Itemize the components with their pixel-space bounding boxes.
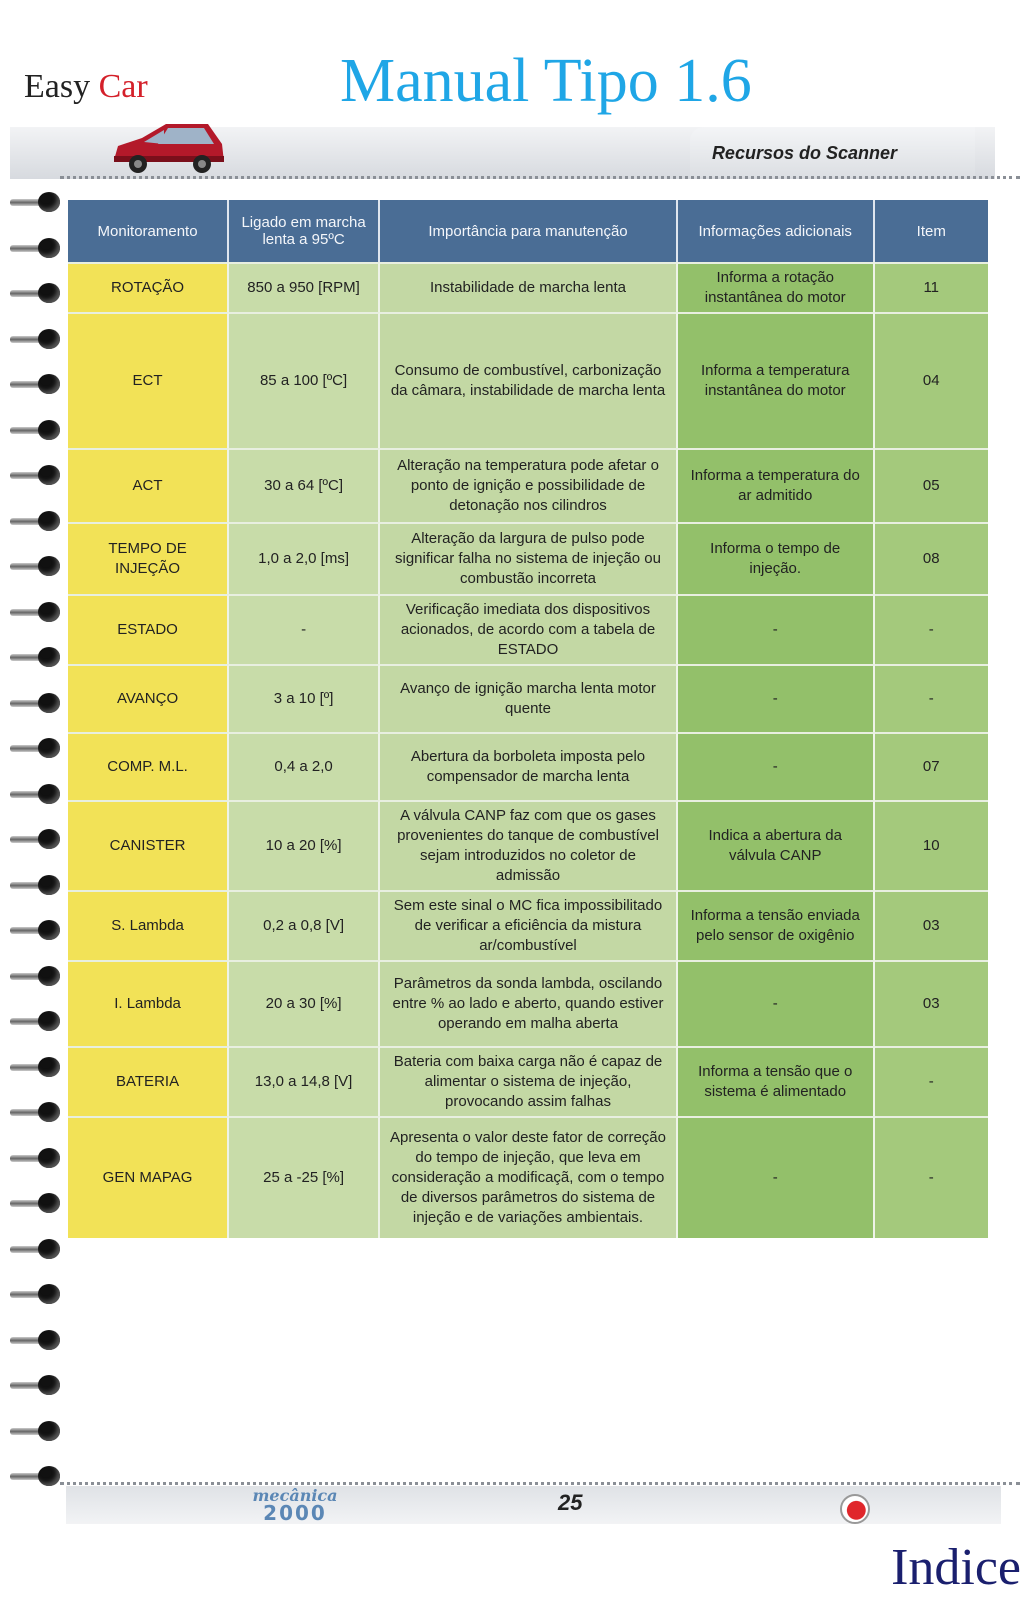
spiral-ring [10,1237,62,1261]
cell-monitor: TEMPO DE INJEÇÃO [68,522,229,594]
cell-value: 30 a 64 [ºC] [229,448,380,522]
cell-item: 07 [875,732,989,800]
indice-link[interactable]: Indice [891,1539,1021,1596]
header-monitoramento: Monitoramento [68,200,229,262]
cell-info: Indica a abertura da válvula CANP [678,800,875,890]
cell-monitor: BATERIA [68,1046,229,1116]
cell-importance: Instabilidade de marcha lenta [380,262,678,312]
spiral-ring [10,1100,62,1124]
cell-importance: Abertura da borboleta imposta pelo compensador de marcha lenta [380,732,678,800]
spiral-ring [10,190,62,214]
cell-value: 85 a 100 [ºC] [229,312,380,448]
red-circle-icon [840,1494,870,1524]
cell-importance: Parâmetros da sonda lambda, oscilando entre % ao lado e aberto, quando estiver operando em malha aberta [380,960,678,1046]
cell-info: - [678,1116,875,1238]
cell-item: - [875,664,989,732]
cell-info: Informa a tensão que o sistema é alimentado [678,1046,875,1116]
cell-item: 03 [875,890,989,960]
header-ligado: Ligado em marcha lenta a 95ºC [229,200,380,262]
spiral-ring [10,1419,62,1443]
document-title: Manual Tipo 1.6 [340,47,752,115]
spiral-ring [10,236,62,260]
cell-importance: Verificação imediata dos dispositivos acionados, de acordo com a tabela de ESTADO [380,594,678,664]
spiral-ring [10,736,62,760]
table-row [68,664,988,732]
cell-importance: Bateria com baixa carga não é capaz de alimentar o sistema de injeção, provocando assim falhas [380,1046,678,1116]
cell-monitor: AVANÇO [68,664,229,732]
cell-value: 0,2 a 0,8 [V] [229,890,380,960]
cell-item: 05 [875,448,989,522]
cell-info: Informa a temperatura do ar admitido [678,448,875,522]
brand-logo [24,68,148,106]
spiral-ring [10,1055,62,1079]
cell-info: Informa o tempo de injeção. [678,522,875,594]
spiral-ring [10,372,62,396]
footer-logo-top: mecânica [252,1486,338,1505]
cell-item: 11 [875,262,989,312]
cell-monitor: I. Lambda [68,960,229,1046]
spiral-ring [10,827,62,851]
brand-word-car: Car [98,68,148,105]
cell-info: - [678,664,875,732]
cell-value: 1,0 a 2,0 [ms] [229,522,380,594]
table-row [68,890,988,960]
cell-info: - [678,732,875,800]
spiral-ring [10,873,62,897]
cell-importance: Consumo de combustível, carbonização da câmara, instabilidade de marcha lenta [380,312,678,448]
spiral-ring [10,327,62,351]
cell-value: 10 a 20 [%] [229,800,380,890]
cell-monitor: ECT [68,312,229,448]
scanner-table [68,200,988,1238]
cell-monitor: ACT [68,448,229,522]
spiral-ring [10,418,62,442]
spiral-ring [10,509,62,533]
cell-item: - [875,1046,989,1116]
cell-importance: Avanço de ignição marcha lenta motor quente [380,664,678,732]
cell-info: Informa a temperatura instantânea do motor [678,312,875,448]
cell-value: 0,4 a 2,0 [229,732,380,800]
cell-item: 08 [875,522,989,594]
cell-item: 10 [875,800,989,890]
table-row [68,1046,988,1116]
cell-monitor: GEN MAPAG [68,1116,229,1238]
cell-value: - [229,594,380,664]
spiral-ring [10,1009,62,1033]
cell-value: 13,0 a 14,8 [V] [229,1046,380,1116]
cell-importance: Sem este sinal o MC fica impossibilitado de verificar a eficiência da mistura ar/combustível [380,890,678,960]
spiral-ring [10,1373,62,1397]
cell-info: - [678,960,875,1046]
spiral-ring [10,1282,62,1306]
cell-monitor: S. Lambda [68,890,229,960]
spiral-ring [10,1146,62,1170]
spiral-ring [10,782,62,806]
cell-value: 20 a 30 [%] [229,960,380,1046]
footer-logo-bottom: 2000 [263,1501,327,1525]
footer-divider [60,1482,1020,1485]
section-tab-label: Recursos do Scanner [711,143,897,163]
cell-importance: A válvula CANP faz com que os gases provenientes do tanque de combustível sejam introduzidos no coletor de admissão [380,800,678,890]
table-row [68,262,988,312]
spiral-ring [10,1328,62,1352]
page-number: 25 [558,1490,583,1515]
brand-word-easy: Easy [24,68,91,105]
spiral-ring [10,691,62,715]
spiral-ring [10,645,62,669]
cell-info: Informa a rotação instantânea do motor [678,262,875,312]
table-row [68,594,988,664]
header-importancia: Importância para manutenção [380,200,678,262]
table-row [68,1116,988,1238]
section-tab [690,127,975,177]
header-item: Item [875,200,989,262]
cell-item: 03 [875,960,989,1046]
cell-importance: Apresenta o valor deste fator de correção do tempo de injeção, que leva em consideração a modificaçã, com o tempo de diversos parâmetros do sistema de injeção e de variações ambientais. [380,1116,678,1238]
table-header-row [68,200,988,262]
cell-value: 25 a -25 [%] [229,1116,380,1238]
cell-info: - [678,594,875,664]
spiral-ring [10,964,62,988]
spiral-ring [10,554,62,578]
table-row [68,522,988,594]
cell-item: - [875,594,989,664]
cell-monitor: ESTADO [68,594,229,664]
cell-item: 04 [875,312,989,448]
cell-importance: Alteração na temperatura pode afetar o ponto de ignição e possibilidade de detonação nos cilindros [380,448,678,522]
car-image [108,116,228,178]
table-row [68,312,988,448]
table-row [68,732,988,800]
spiral-binding [0,150,64,1480]
header-informacoes: Informações adicionais [678,200,875,262]
cell-item: - [875,1116,989,1238]
table-row [68,800,988,890]
cell-importance: Alteração da largura de pulso pode significar falha no sistema de injeção ou combustão incorreta [380,522,678,594]
spiral-ring [10,463,62,487]
spiral-ring [10,918,62,942]
cell-monitor: COMP. M.L. [68,732,229,800]
spiral-ring [10,1191,62,1215]
footer-logo [250,1486,340,1525]
table-row [68,960,988,1046]
cell-monitor: ROTAÇÃO [68,262,229,312]
cell-value: 850 a 950 [RPM] [229,262,380,312]
cell-info: Informa a tensão enviada pelo sensor de oxigênio [678,890,875,960]
cell-monitor: CANISTER [68,800,229,890]
table-row [68,448,988,522]
spiral-ring [10,281,62,305]
spiral-ring [10,600,62,624]
spiral-ring [10,1464,62,1488]
cell-value: 3 a 10 [º] [229,664,380,732]
